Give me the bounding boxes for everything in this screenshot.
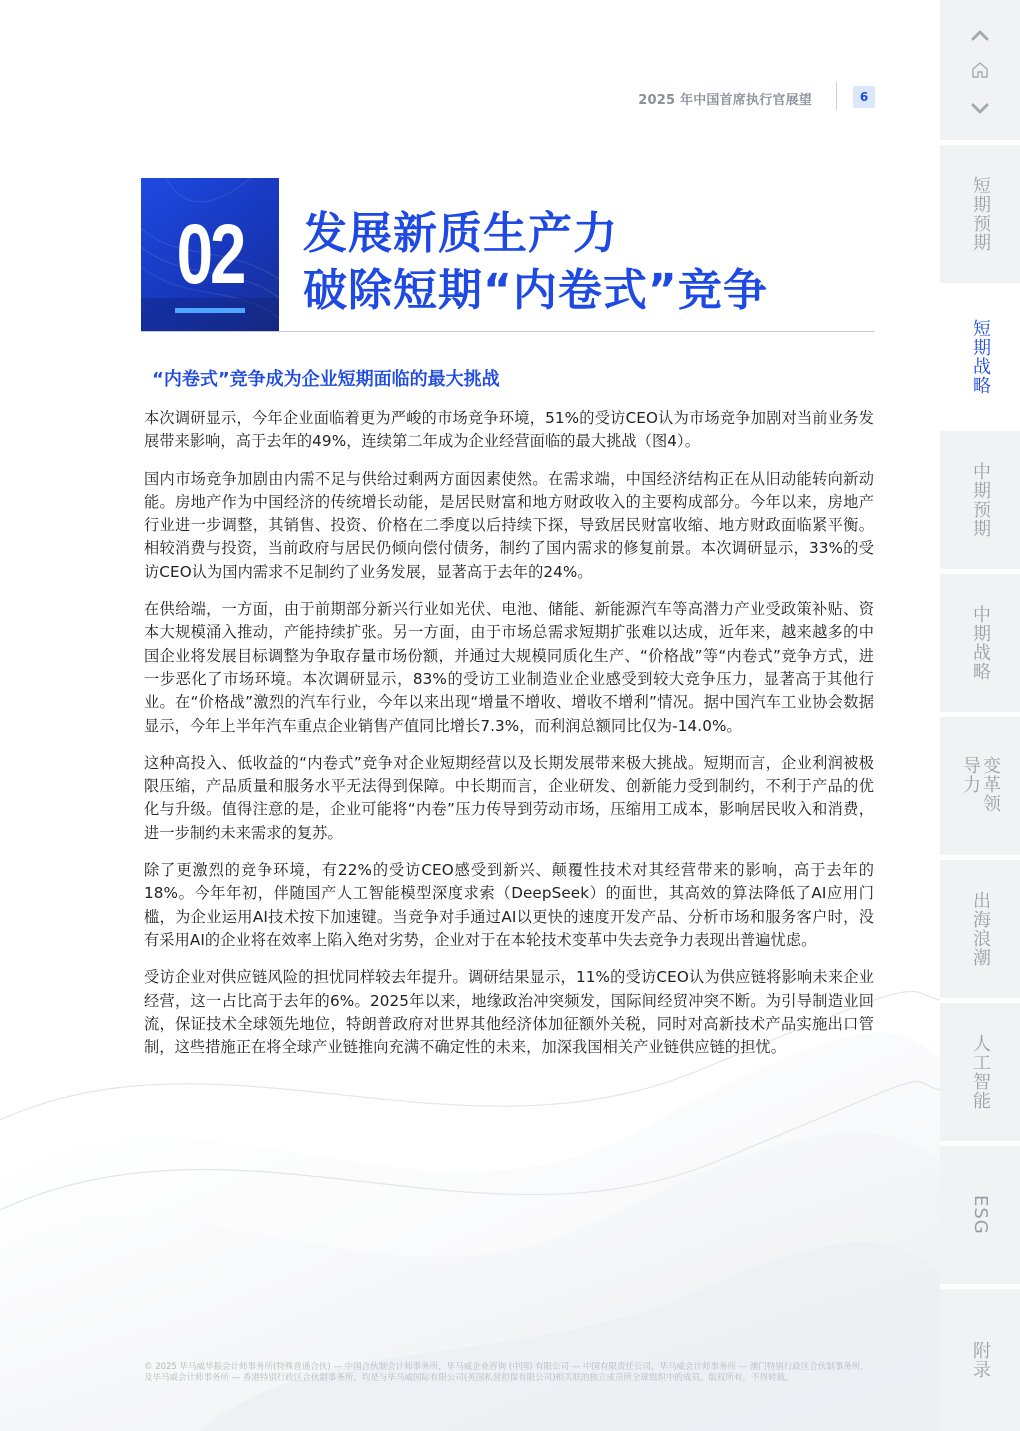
side-navigation (940, 0, 1020, 1431)
paragraph: 受访企业对供应链风险的担忧同样较去年提升。调研结果显示，11%的受访CEO认为供应链将影响未来企业经营，这一占比高于去年的6%。2025年以来，地缘政治冲突频发，国际间经贸冲突不断。为引导制造业回流，保证技术全球领先地位，特朗普政府对世界其他经济体加征额外关税，同时对高新技术产品实施出口管制，这些措施正在将全球产业链推向充满不确定性的未来，加深我国相关产业链供应链的担忧。 (144, 968, 874, 1057)
nav-tab-mid-term-outlook[interactable] (940, 431, 1020, 569)
nav-tab-transformational-leadership[interactable] (940, 717, 1020, 855)
nav-tab-label: 变革领导力 (960, 756, 1001, 813)
nav-tab-label: 出海浪潮 (970, 891, 991, 967)
nav-tab-label: 中期预期 (970, 462, 991, 538)
nav-tab-going-global[interactable] (940, 860, 1020, 998)
chapter-underline (175, 308, 245, 313)
nav-tab-mid-term-strategy[interactable] (940, 574, 1020, 712)
home-icon[interactable] (940, 60, 1020, 85)
nav-tab-short-term-strategy[interactable] (940, 288, 1020, 426)
nav-tab-appendix[interactable] (940, 1289, 1020, 1431)
nav-tab-label: 附录 (970, 1341, 991, 1379)
chapter-number-block (141, 178, 279, 332)
copyright-footer: © 2025 毕马威华振会计师事务所(特殊普通合伙) — 中国合伙制会计师事务所，毕马威企业咨询 (中国) 有限公司 — 中国有限责任公司，毕马威会计师事务所 — 澳门特别行政区合伙制事务所，及毕马威会计师事务所 — 香港特别行政区合伙制事务所，均是与毕马威国际有限公司(英国私营担保有限公司)相关联的独立成员所全球组织中的成员。版权所有，不得转载。 (144, 1362, 869, 1383)
header-divider (836, 82, 837, 110)
paragraph: 除了更激烈的竞争环境，有22%的受访CEO感受到新兴、颠覆性技术对其经营带来的影响，高于去年的18%。今年年初，伴随国产人工智能模型深度求索（DeepSeek）的面世，其高效的算法降低了AI应用门槛，为企业运用AI技术按下加速键。当竞争对手通过AI以更快的速度开发产品、分析市场和服务客户时，没有采用AI的企业将在效率上陷入绝对劣势，企业对于在本轮技术变革中失去竞争力表现出普遍忧虑。 (144, 861, 874, 949)
up-chevron-icon[interactable] (940, 22, 1020, 46)
paragraph: 这种高投入、低收益的“内卷式”竞争对企业短期经营以及长期发展带来极大挑战。短期而言，企业利润被极限压缩，产品质量和服务水平无法得到保障。中长期而言，企业研发、创新能力受到制约，不利于产品的优化与升级。值得注意的是，企业可能将“内卷”压力传导到劳动市场，压缩用工成本，影响居民收入和消费，进一步制约未来需求的复苏。 (144, 753, 874, 842)
nav-tab-esg[interactable] (940, 1146, 1020, 1284)
page-number-badge: 6 (853, 86, 875, 108)
section-heading: “内卷式”竞争成为企业短期面临的最大挑战 (152, 369, 500, 390)
paragraph: 在供给端，一方面，由于前期部分新兴行业如光伏、电池、储能、新能源汽车等高潜力产业受政策补贴、资本大规模涌入推动，产能持续扩张。另一方面，由于市场总需求短期扩张难以达成，近年来，越来越多的中国企业将发展目标调整为争取存量市场份额，并通过大规模同质化生产、“价格战”等“内卷式”竞争方式，进一步恶化了市场环境。本次调研显示，83%的受访工业制造业企业感受到较大竞争压力，显著高于其他行业。在“价格战”激烈的汽车行业，今年以来出现“增量不增收、增收不增利”情况。据中国汽车工业协会数据显示，今年上半年汽车重点企业销售产值同比增长7.3%，而利润总额同比仅为-14.0%。 (144, 600, 874, 735)
down-chevron-icon[interactable] (940, 96, 1020, 120)
nav-tab-label: ESG (970, 1195, 991, 1235)
paragraph: 国内市场竞争加剧由内需不足与供给过剩两方面因素使然。在需求端，中国经济结构正在从旧动能转向新动能。房地产作为中国经济的传统增长动能，是居民财富和地方财政收入的主要构成部分。今年以来，房地产行业进一步调整，其销售、投资、价格在二季度以后持续下探，导致居民财富收缩、地方财政面临紧平衡。相较消费与投资，当前政府与居民仍倾向偿付债务，制约了国内需求的修复前景。本次调研显示，33%的受访CEO认为国内需求不足制约了业务发展，显著高于去年的24%。 (144, 469, 874, 581)
body-text (144, 407, 874, 1073)
document-title: 2025 年中国首席执行官展望 (638, 93, 812, 108)
paragraph: 本次调研显示，今年企业面临着更为严峻的市场竞争环境，51%的受访CEO认为市场竞争加剧对当前业务发展带来影响，高于去年的49%，连续第二年成为企业经营面临的最大挑战（图4）。 (144, 409, 874, 451)
chapter-title-line-2: 破除短期“内卷式”竞争 (303, 265, 768, 316)
nav-tab-ai[interactable] (940, 1003, 1020, 1141)
nav-tab-label: 人工智能 (970, 1034, 991, 1110)
nav-controls (940, 0, 1020, 140)
nav-tab-label: 短期预期 (970, 176, 991, 252)
nav-tab-short-term-outlook[interactable] (940, 145, 1020, 283)
nav-tab-label: 中期战略 (970, 605, 991, 681)
chapter-title-line-1: 发展新质生产力 (303, 208, 618, 259)
nav-tab-label: 短期战略 (970, 319, 991, 395)
title-divider (141, 331, 874, 332)
chapter-number: 02 (176, 207, 244, 301)
